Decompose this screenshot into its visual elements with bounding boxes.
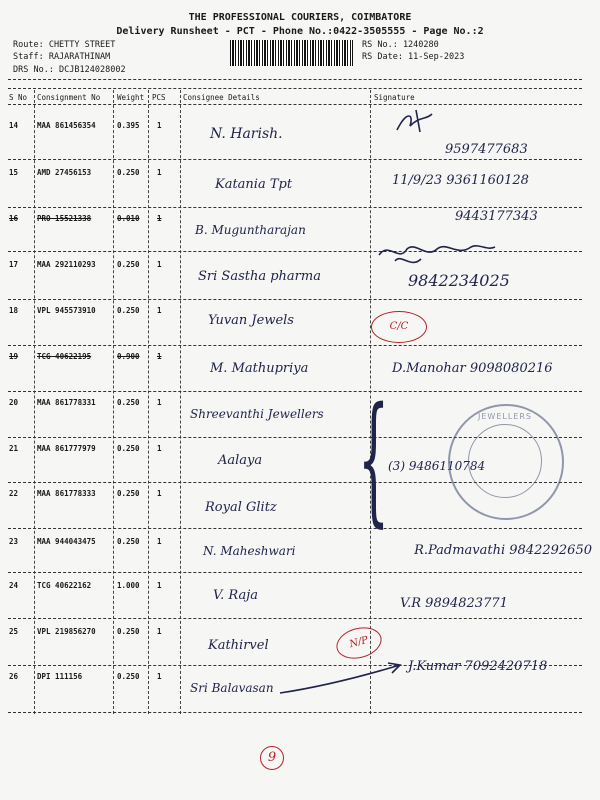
row-weight: 0.900 [117,352,140,361]
row-consignment: MAA 861777979 [37,444,96,453]
status-circle: N/P [333,623,385,664]
row-sno: 16 [9,214,19,223]
row-sno: 25 [9,627,19,636]
row-weight: 0.250 [117,306,140,315]
row-sno: 18 [9,306,19,315]
row-consignee: N. Harish. [210,126,283,142]
row-weight: 0.250 [117,627,140,636]
row-consignment: MAA 292110293 [37,260,96,269]
row-consignee: Sri Sastha pharma [198,269,321,284]
row-divider [8,345,582,346]
row-pcs: 1 [157,352,162,361]
table-bottom-divider [8,712,582,713]
row-divider [8,159,582,160]
page-number-circle: 9 [260,746,284,770]
row-pcs: 1 [157,672,162,681]
row-divider [8,618,582,619]
row-signature: 9842234025 [408,271,510,290]
column-divider [180,90,181,714]
header-bottom-divider [8,104,582,105]
row-sno: 20 [9,398,19,407]
col-weight: Weight [117,93,145,102]
row-sno: 23 [9,537,19,546]
row-consignment: AMD 27456153 [37,168,92,177]
col-consignee: Consignee Details [183,93,260,102]
row-pcs: 1 [157,121,162,130]
rs-number: RS No.: 1240280 [362,40,439,50]
row-pcs: 1 [157,168,162,177]
drs-number: DRS No.: DCJB124028002 [13,65,126,75]
runsheet-subtitle: Delivery Runsheet - PCT - Phone No.:0422-3505555 - Page No.:2 [116,26,484,37]
row-weight: 0.250 [117,444,140,453]
row-pcs: 1 [157,489,162,498]
row-sno: 19 [9,352,19,361]
col-signature: Signature [374,93,415,102]
stamp-inner-ring [468,424,542,498]
col-sno: S No [9,93,28,102]
row-divider [8,391,582,392]
row-sno: 22 [9,489,19,498]
row-weight: 0.395 [117,121,140,130]
row-signature: 9597477683 [445,142,528,157]
row-consignee: Katania Tpt [215,177,293,192]
row-weight: 0.010 [117,214,140,223]
bracket-note: (3) 9486110784 [388,459,486,473]
row-sno: 17 [9,260,19,269]
row-divider [8,207,582,208]
row-sno: 15 [9,168,19,177]
arrow-mark [270,659,410,699]
rs-date: RS Date: 11-Sep-2023 [362,52,465,62]
stamp-text: JEWELLERS [478,412,532,421]
row-pcs: 1 [157,214,162,223]
col-pcs: PCS [152,93,166,102]
row-consignment: TCG 40622162 [37,581,92,590]
row-sno: 26 [9,672,19,681]
row-consignment: DPI 111156 [37,672,83,681]
grouping-brace: { [358,378,390,541]
row-consignment: MAA 861778333 [37,489,96,498]
row-consignee: Shreevanthi Jewellers [190,407,324,421]
row-divider [8,299,582,300]
row-consignee: V. Raja [213,588,258,603]
signature-scribble [392,106,442,136]
row-signature: J.Kumar 7092420718 [408,659,548,674]
row-weight: 0.250 [117,672,140,681]
jeweller-stamp [448,404,564,520]
row-consignment: PRO 15521338 [37,214,92,223]
header-divider [8,88,582,89]
row-consignee: Sri Balavasan [190,681,274,695]
route-label: Route: CHETTY STREET [13,40,116,50]
row-consignment: MAA 861778331 [37,398,96,407]
row-consignment: TCG 40622195 [37,352,92,361]
row-pcs: 1 [157,398,162,407]
row-consignee: Yuvan Jewels [208,313,294,328]
signature-scribble [375,235,505,271]
row-consignee: Aalaya [218,453,263,468]
row-consignee: B. Muguntharajan [195,223,306,237]
column-divider [34,90,35,714]
row-weight: 0.250 [117,489,140,498]
row-consignment: MAA 944043475 [37,537,96,546]
row-weight: 0.250 [117,398,140,407]
row-consignee: Royal Glitz [205,500,277,515]
row-pcs: 1 [157,581,162,590]
row-divider [8,572,582,573]
status-circle: C/C [371,311,427,343]
column-divider [148,90,149,714]
barcode [230,40,353,66]
company-title: THE PROFESSIONAL COURIERS, COIMBATORE [188,12,412,23]
staff-label: Staff: RAJARATHINAM [13,52,111,62]
row-pcs: 1 [157,260,162,269]
row-weight: 1.000 [117,581,140,590]
row-signature: 9443177343 [455,209,538,224]
row-consignment: VPL 945573910 [37,306,96,315]
header-divider [8,79,582,80]
row-consignee: M. Mathupriya [210,361,309,376]
row-divider [8,528,582,529]
row-weight: 0.250 [117,168,140,177]
row-signature: R.Padmavathi 9842292650 [414,543,592,558]
row-consignment: VPL 219856270 [37,627,96,636]
col-consignment: Consignment No [37,93,101,102]
row-pcs: 1 [157,627,162,636]
row-signature: V.R 9894823771 [400,596,508,611]
row-weight: 0.250 [117,260,140,269]
row-signature: D.Manohar 9098080216 [392,361,553,376]
row-weight: 0.250 [117,537,140,546]
row-sno: 24 [9,581,19,590]
row-consignee: N. Maheshwari [203,544,296,558]
row-pcs: 1 [157,537,162,546]
row-sno: 14 [9,121,19,130]
row-sno: 21 [9,444,19,453]
row-pcs: 1 [157,444,162,453]
row-consignee: Kathirvel [208,638,269,653]
row-consignment: MAA 861456354 [37,121,96,130]
column-divider [113,90,114,714]
row-pcs: 1 [157,306,162,315]
row-signature: 11/9/23 9361160128 [392,173,529,188]
